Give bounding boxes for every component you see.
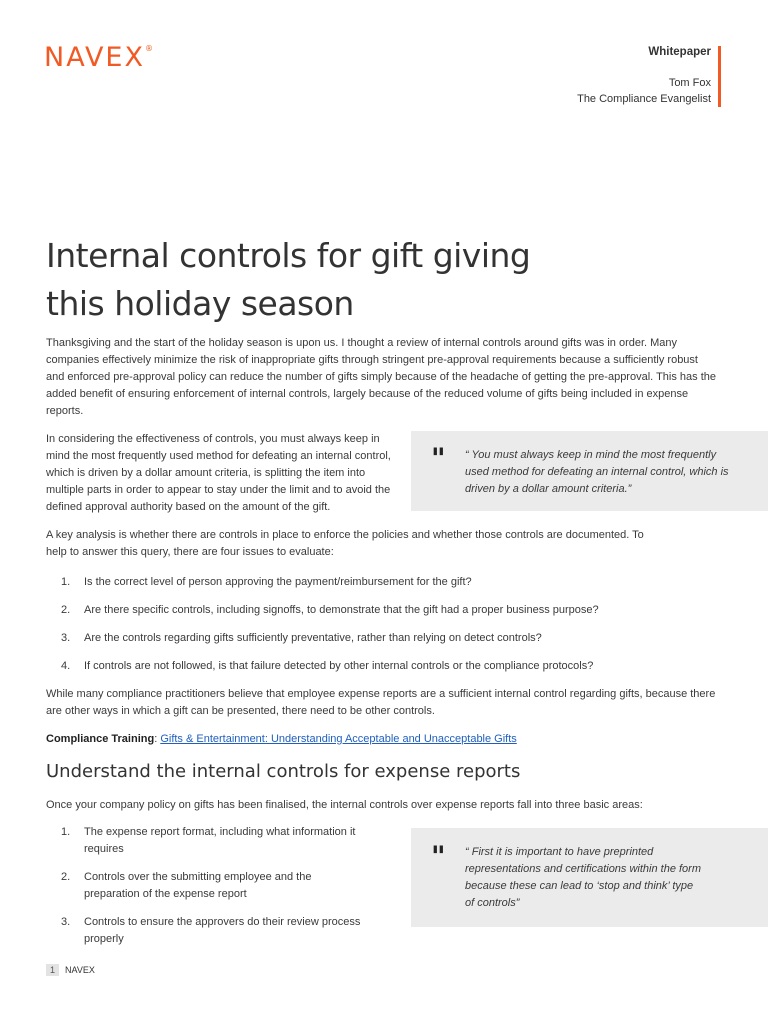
footer-brand: NAVEX: [65, 965, 95, 975]
list-item: 4. If controls are not followed, is that failure detected by other internal controls or the compliance protocols?: [61, 660, 594, 672]
document-meta: [577, 46, 711, 107]
pull-quote-2: [411, 828, 768, 927]
quote-text: “ You must always keep in mind the most frequently used method for defeating an internal control, which is driven by a dollar amount criteria.”: [465, 449, 729, 495]
document-type: Whitepaper: [648, 46, 711, 58]
list-item: 2. Are there specific controls, including signoffs, to demonstrate that the gift had a proper business purpose?: [61, 604, 599, 616]
issues-list: [46, 574, 686, 686]
page-title: Internal controls for gift giving this holiday season: [46, 236, 531, 323]
author-title: The Compliance Evangelist: [577, 93, 711, 105]
author-name: Tom Fox: [668, 77, 711, 89]
list-item: 1. Is the correct level of person approving the payment/reimbursement for the gift?: [61, 576, 472, 588]
accent-bar: [718, 46, 721, 107]
intro-paragraph: Thanksgiving and the start of the holiday season is upon us. I thought a review of internal controls around gifts was in order. Many companies effectively minimize the risk of inappropriate gifts through stringent pre-approval requirements because a sufficiently robust and enforced pre-approval policy can reduce the number of gifts simply because of the headache of getting the pre-approval. This has the added benefit of ensuring enforcement of internal controls, largely because of the reduced volume of gifts being included in expense reports.: [46, 337, 716, 417]
quote-text: “ First it is important to have preprinted representations and certifications within the form because these can lead to ‘stop and think’ type of controls”: [465, 846, 702, 909]
training-label: Compliance Training: [46, 733, 155, 745]
page-number: 1: [46, 964, 59, 976]
section-heading: Understand the internal controls for expense reports: [46, 761, 521, 782]
effectiveness-paragraph: In considering the effectiveness of controls, you must always keep in mind the most frequently used method for defeating an internal control, which is driven by a dollar amount criteria, is splitting the item into multiple parts in order to appear to stay under the limit and to avoid the defined approval authority based on the amount of the gift.: [46, 433, 391, 513]
pull-quote-1: [411, 431, 768, 511]
list-item: 3. Controls to ensure the approvers do their review process properly: [61, 916, 361, 945]
navex-logo: NAVEX®: [44, 42, 153, 73]
list-item: 2. Controls over the submitting employee and the preparation of the expense report: [61, 871, 312, 900]
compliance-training-line: Compliance Training: Gifts & Entertainment: Understanding Acceptable and Unacceptable Gifts: [46, 733, 517, 745]
quote-mark-icon: ": [431, 840, 446, 873]
section-intro-paragraph: Once your company policy on gifts has been finalised, the internal controls over expense reports fall into three basic areas:: [46, 799, 643, 811]
list-item: 3. Are the controls regarding gifts sufficiently preventative, rather than relying on detect controls?: [61, 632, 542, 644]
practitioners-paragraph: While many compliance practitioners believe that employee expense reports are a sufficient internal control regarding gifts, because there are other ways in which a gift can be presented, there need to be other controls.: [46, 688, 716, 717]
quote-mark-icon: ": [431, 442, 446, 475]
areas-list: [46, 824, 366, 959]
page-footer: [46, 964, 95, 976]
analysis-paragraph: A key analysis is whether there are controls in place to enforce the policies and whether those controls are documented. To help to answer this query, there are four issues to evaluate:: [46, 529, 644, 558]
training-link[interactable]: Gifts & Entertainment: Understanding Acceptable and Unacceptable Gifts: [160, 733, 517, 745]
list-item: 1. The expense report format, including what information it requires: [61, 826, 356, 855]
